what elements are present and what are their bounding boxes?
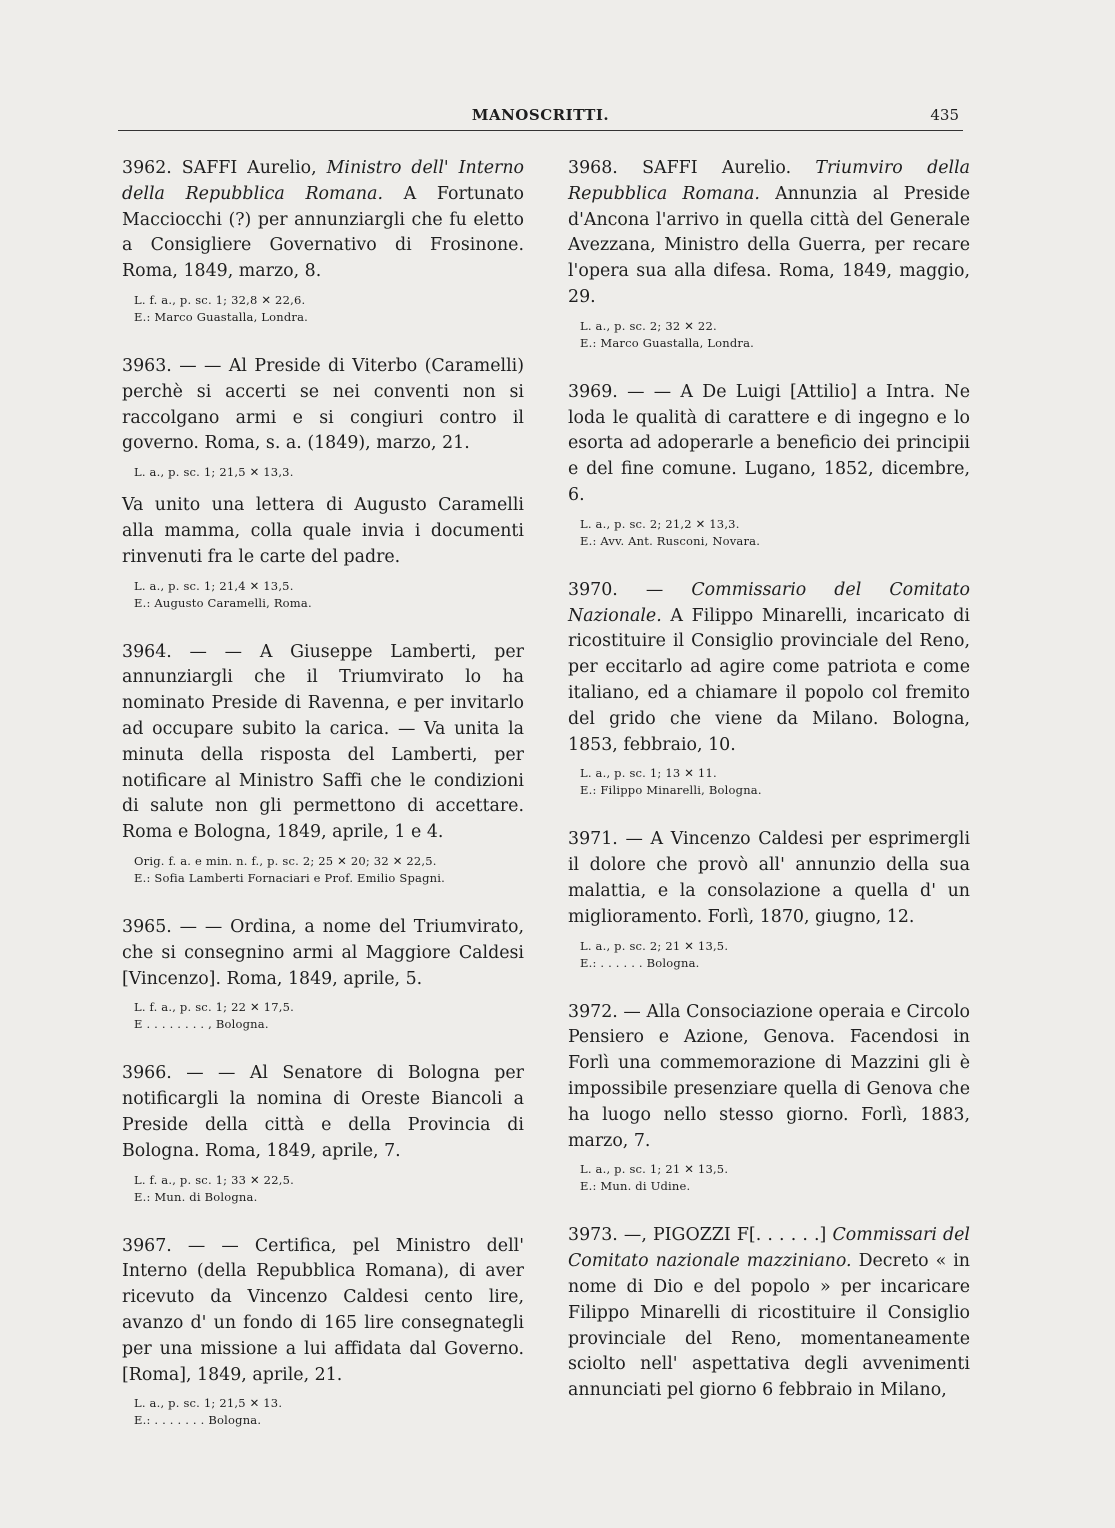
catalog-entry: [122, 1061, 524, 1205]
entry-text: [568, 1000, 970, 1155]
entry-lead: — —: [171, 355, 229, 376]
entry-text: [568, 578, 970, 759]
entry-meta-line: E.: . . . . . . . Bologna.: [134, 1413, 262, 1428]
entry-meta-line: E.: Mun. di Bologna.: [134, 1189, 258, 1204]
entry-meta-line: L. a., p. sc. 1; 21,5 ✕ 13,3.: [134, 465, 294, 480]
entry-meta-line: L. a., p. sc. 1; 21 ✕ 13,5.: [580, 1162, 729, 1177]
entry-lead: SAFFI Aurelio,: [171, 158, 327, 178]
entry-number: 3962.: [122, 158, 172, 178]
entry-description: Ordina, a nome del Triumvirato, che si consegnino armi al Maggiore Caldesi [Vincenzo]. Roma, 1849, aprile, 5.: [122, 916, 525, 989]
entry-number: 3970.: [568, 579, 618, 600]
entry-description: Decreto « in nome di Dio e del popolo » per incaricare Filippo Minarelli di ricostituire il Consiglio provinciale del Reno, momentaneamente sciolto nell' aspettativa degli avvenimenti annunciati pel giorno 6 febbraio in Milano,: [568, 1251, 970, 1401]
entry-title-italic: Triumviro della Repubblica Romana.: [568, 158, 970, 204]
catalog-entry: [568, 578, 970, 800]
entry-title-italic: Ministro dell' Interno della Repubblica Romana.: [122, 158, 524, 204]
entry-lead: — —: [171, 641, 260, 662]
entry-text: [568, 380, 970, 509]
header-title: MANOSCRITTI.: [471, 106, 610, 124]
running-header: [118, 106, 963, 131]
entry-description: A Filippo Minarelli, incaricato di ricostituire il Consiglio provinciale del Reno, per eccitarlo ad agire come patriota e come italiano, ed a chiamare il popolo col fremito del grido che viene da Milano. Bologna, 1853, febbraio, 10.: [568, 605, 970, 755]
entry-lead: — —: [171, 1063, 250, 1084]
entry-number: 3973.: [568, 1225, 618, 1246]
entry-meta-line: L. a., p. sc. 1; 13 ✕ 11.: [580, 766, 717, 781]
entry-lead: SAFFI Aurelio.: [617, 158, 816, 178]
entry-description: Al Senatore di Bologna per notificargli la nomina di Oreste Biancoli a Preside della città e della Provincia di Bologna. Roma, 1849, aprile, 7.: [122, 1063, 524, 1161]
entry-meta-line: L. a., p. sc. 1; 21,5 ✕ 13.: [134, 1396, 283, 1411]
entry-number: 3967.: [122, 1235, 172, 1256]
entry-note: Va unito una lettera di Augusto Caramelli alla mamma, colla quale invia i documenti rinvenuti fra le carte del padre.: [122, 495, 524, 567]
entry-number: 3972.: [568, 1001, 618, 1022]
entry-meta-line: L. a., p. sc. 2; 21,2 ✕ 13,3.: [580, 516, 740, 531]
entry-number: 3968.: [568, 158, 618, 178]
entry-text: [122, 1061, 524, 1164]
entry-lead: —, PIGOZZI F[. . . . . .]: [617, 1225, 833, 1246]
left-column: [122, 156, 524, 1457]
right-column: [568, 156, 970, 1432]
entry-description: A De Luigi [Attilio] a Intra. Ne loda le qualità di carattere e di ingegno e lo esorta ad adoperarle a beneficio dei principii e del fine comune. Lugano, 1852, dicembre, 6.: [568, 381, 970, 505]
catalog-entry: [122, 640, 524, 887]
catalog-entry: [568, 1223, 970, 1404]
catalog-entry: [568, 380, 970, 550]
entry-description: Annunzia al Preside d'Ancona l'arrivo in quella città del Generale Avezzana, Ministro della Guerra, per recare l'opera sua alla difesa. Roma, 1849, maggio, 29.: [568, 183, 971, 307]
entry-meta-line: E.: Filippo Minarelli, Bologna.: [580, 783, 762, 798]
entry-meta-line: E.: Marco Guastalla, Londra.: [134, 309, 309, 324]
entry-description: A Giuseppe Lamberti, per annunziargli che il Triumvirato lo ha nominato Preside di Ravenna, e per invitarlo ad occupare subito la carica. — Va unita la minuta della risposta del Lamberti, per notificare al Ministro Saffi che le condizioni di salute non gli permettono di accettare. Roma e Bologna, 1849, aprile, 1 e 4.: [122, 641, 524, 843]
entry-number: 3963.: [122, 355, 172, 376]
entry-title-italic: Commissario del Comitato Nazionale.: [568, 579, 970, 626]
entry-lead: — —: [171, 1235, 255, 1256]
entry-description: Certifica, pel Ministro dell' Interno (della Repubblica Romana), di aver ricevuto da Vincenzo Caldesi cento lire, avanzo d' un fondo di 165 lire consegnategli per una missione a lui affidata dal Governo. [Roma], 1849, aprile, 21.: [122, 1235, 524, 1385]
entry-lead: — —: [617, 381, 681, 402]
entry-meta-line: E.: Avv. Ant. Rusconi, Novara.: [580, 533, 761, 548]
entry-meta-line: E.: Sofia Lamberti Fornaciari e Prof. Emilio Spagni.: [134, 870, 445, 885]
entry-lead: —: [617, 829, 651, 850]
entry-meta-line: E.: . . . . . . Bologna.: [580, 955, 700, 970]
entry-description: A Vincenzo Caldesi per esprimergli il dolore che provò all' annunzio della sua malattia, e la consolazione a quella d' un miglioramento. Forlì, 1870, giugno, 12.: [568, 829, 970, 927]
entry-text: [122, 156, 524, 285]
catalog-entry: [568, 1000, 970, 1196]
entry-lead: —: [617, 1001, 647, 1022]
catalog-entry: [122, 1234, 524, 1430]
catalog-entry: [568, 156, 970, 352]
catalog-entry: [122, 354, 524, 612]
entry-text: [122, 915, 524, 992]
entry-number: 3964.: [122, 641, 172, 662]
entry-note-meta-line: E.: Augusto Caramelli, Roma.: [134, 595, 312, 610]
entry-text: [568, 1223, 970, 1404]
catalog-entry: [122, 156, 524, 326]
entry-description: Alla Consociazione operaia e Circolo Pensiero e Azione, Genova. Facendosi in Forlì una commemorazione di Mazzini gli è impossibile presenziare quella di Genova che ha luogo nello stesso giorno. Forlì, 1883, marzo, 7.: [568, 1001, 970, 1151]
entry-meta-line: L. f. a., p. sc. 1; 32,8 ✕ 22,6.: [134, 292, 306, 307]
entry-meta-line: L. a., p. sc. 2; 21 ✕ 13,5.: [580, 938, 729, 953]
entry-number: 3965.: [122, 916, 172, 937]
entry-title-italic: Commissari del Comitato nazionale mazziniano.: [568, 1225, 970, 1272]
entry-number: 3966.: [122, 1063, 172, 1084]
entry-note-meta-line: L. a., p. sc. 1; 21,4 ✕ 13,5.: [134, 578, 294, 593]
entry-number: 3971.: [568, 829, 618, 850]
entry-lead: —: [617, 579, 692, 600]
entry-meta-line: Orig. f. a. e min. n. f., p. sc. 2; 25 ✕ 20; 32 ✕ 22,5.: [134, 853, 437, 868]
entry-meta-line: L. a., p. sc. 2; 32 ✕ 22.: [580, 318, 717, 333]
entry-text: [122, 354, 524, 457]
entry-meta-line: E.: Marco Guastalla, Londra.: [580, 335, 755, 350]
entry-text: [568, 827, 970, 930]
catalog-entry: [122, 915, 524, 1033]
page-number: 435: [930, 106, 959, 124]
entry-meta-line: L. f. a., p. sc. 1; 22 ✕ 17,5.: [134, 1000, 294, 1015]
entry-description: A Fortunato Macciocchi (?) per annunziargli che fu eletto a Consigliere Governativo di Frosinone. Roma, 1849, marzo, 8.: [122, 183, 524, 282]
catalog-entry: [568, 827, 970, 971]
entry-text: [122, 640, 524, 846]
entry-meta-line: E.: Mun. di Udine.: [580, 1179, 691, 1194]
entry-meta-line: L. f. a., p. sc. 1; 33 ✕ 22,5.: [134, 1172, 294, 1187]
entry-meta-line: E . . . . . . . . , Bologna.: [134, 1017, 269, 1032]
entry-lead: — —: [171, 916, 231, 937]
entry-number: 3969.: [568, 381, 618, 402]
entry-description: Al Preside di Viterbo (Caramelli) perchè si accerti se nei conventi non si raccolgano armi e si congiuri contro il governo. Roma, s. a. (1849), marzo, 21.: [122, 355, 524, 454]
entry-text: [568, 156, 970, 311]
entry-text: [122, 1234, 524, 1389]
